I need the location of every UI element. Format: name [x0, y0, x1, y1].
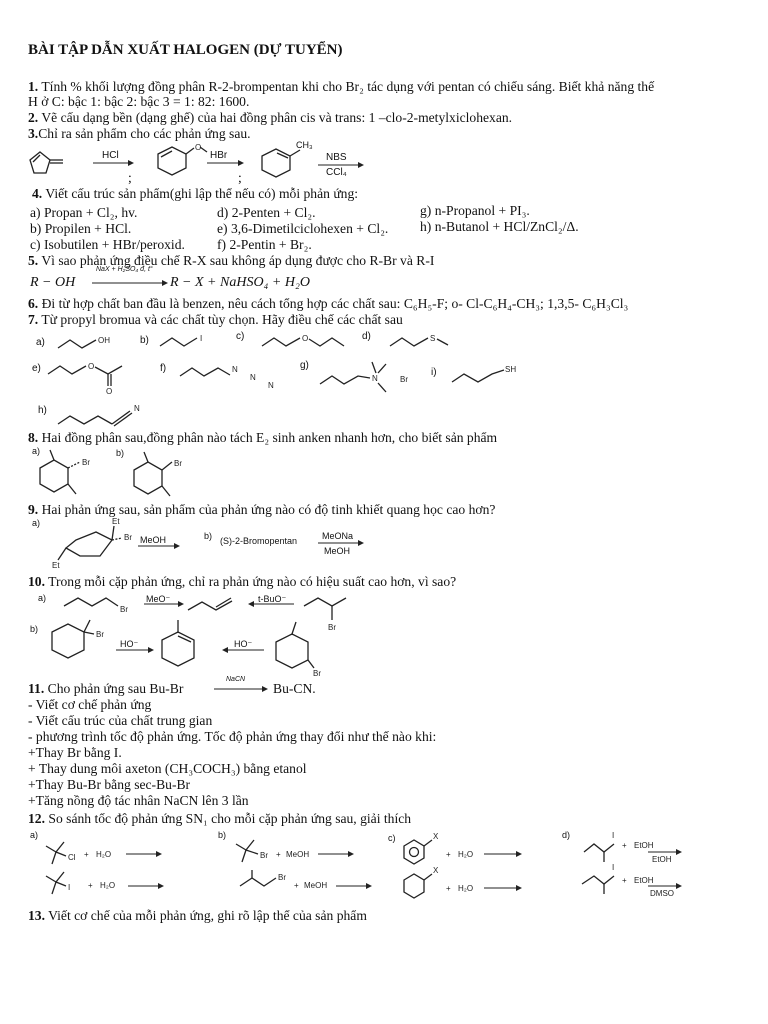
iodine-atom: I [612, 863, 615, 872]
item-label: i) [431, 367, 437, 378]
question-1-line2: H ở C: bậc 1: bậc 2: bậc 3 = 1: 82: 1600. [28, 94, 250, 109]
list-item: b) Propilen + HCl. [30, 221, 132, 236]
list-item: +Thay Bu-Br bằng sec-Bu-Br [28, 777, 191, 792]
question-13 [28, 908, 367, 924]
question-number: 2. [28, 110, 39, 125]
iodine-atom: I [68, 883, 71, 892]
oxygen-atom: O [195, 143, 202, 152]
bromine-atom: Br [260, 851, 268, 860]
leaving-group-x: X [433, 832, 439, 841]
separator: ; [238, 170, 242, 185]
item-label: f) [160, 363, 167, 374]
methanol-label: MeOH [286, 850, 310, 859]
question-number: 3. [28, 126, 39, 141]
ammonium-nitrogen: N [372, 374, 378, 383]
item-label: e) [32, 363, 41, 374]
item-label: b) [218, 830, 227, 840]
question-number: 6. [28, 296, 39, 311]
question-text: Chỉ ra sản phẩm cho các phản ứng sau. [38, 126, 251, 141]
cyclohexane-ring [404, 874, 424, 898]
question-number: 7. [28, 312, 39, 327]
equation-condition: NaCN [226, 676, 246, 683]
reagent-label: NBS [326, 152, 347, 163]
list-item: d) 2-Penten + Cl₂. [217, 205, 316, 220]
question-text: Viết cấu trúc sản phẩm(ghi lập thể nếu có) mỗi phản ứng: [45, 186, 359, 201]
nitrogen-atom: N [250, 373, 256, 382]
list-item: + Thay dung môi axeton (CH₃COCH₃) bằng etanol [28, 761, 307, 776]
svg-text:+: + [276, 850, 281, 859]
item-label: c) [236, 331, 245, 342]
equation-lhs: Cho phản ứng sau Bu-Br [47, 681, 184, 696]
list-item: +Thay Br bằng I. [28, 745, 122, 760]
svg-text:+: + [84, 850, 89, 859]
item-label: h) [38, 405, 47, 416]
water-label: H₂O [100, 881, 116, 890]
item-label: b) [204, 531, 213, 541]
leaving-group-x: X [433, 866, 439, 875]
bromine-atom: Br [328, 623, 336, 632]
item-label: a) [32, 518, 41, 528]
sulfur-atom: S [430, 334, 436, 343]
item-label: c) [388, 833, 396, 843]
substrate-label: (S)-2-Bromopentan [220, 536, 298, 546]
item-label: a) [32, 446, 41, 456]
reagent-label: MeONa [322, 531, 354, 541]
reagent-label: t-BuO⁻ [258, 594, 287, 604]
bromine-atom: Br [174, 459, 182, 468]
methyl-label: CH₃ [296, 140, 313, 150]
solvent-label: EtOH [652, 855, 672, 864]
question-text: Từ propyl bromua và các chất tùy chọn. Hãy điều chế các chất sau [41, 312, 403, 327]
question-number: 10. [28, 574, 45, 589]
reagent-label: HO⁻ [120, 639, 139, 649]
nitrile-nitrogen: N [134, 404, 140, 413]
reagent-label: HBr [210, 150, 228, 161]
question-number: 12. [28, 811, 45, 826]
chlorine-atom: Cl [68, 853, 76, 862]
svg-text:+: + [622, 876, 627, 885]
question-number: 11. [28, 681, 45, 696]
item-label: a) [30, 830, 39, 840]
bromine-atom: Br [96, 630, 104, 639]
ethanol-label: EtOH [634, 841, 654, 850]
question-text: Đi từ hợp chất ban đầu là benzen, nêu cách tổng hợp các chất sau: C₆H₅-F; o- Cl-C₆H₄-CH₃; 1,3,5- C₆H₃Cl₃ [41, 296, 629, 311]
question-text: Hai đồng phân sau,đồng phân nào tách E₂ sinh anken nhanh hơn, cho biết sản phẩm [41, 430, 498, 445]
water-label: H₂O [458, 850, 474, 859]
item-label: b) [116, 448, 125, 458]
question-number: 8. [28, 430, 39, 445]
item-label: b) [140, 335, 149, 346]
equation-rhs: Bu-CN. [273, 681, 316, 696]
bromine-atom: Br [124, 533, 132, 542]
bromine-atom: Br [82, 458, 90, 467]
reagent-label: MeOH [324, 546, 351, 556]
page-title: BÀI TẬP DẪN XUẤT HALOGEN (DỰ TUYỂN) [28, 42, 343, 58]
water-label: H₂O [458, 884, 474, 893]
list-item: g) n-Propanol + PI₃. [420, 203, 530, 218]
equation-condition: NaX + H₂SO₄ đ, t° [96, 266, 153, 273]
equation-rhs: R − X + NaHSO₄ + H₂O [170, 275, 310, 290]
equation-lhs: R − OH [30, 275, 76, 290]
item-label: a) [36, 337, 45, 348]
svg-text:+: + [622, 841, 627, 850]
list-item: e) 3,6-Dimetilciclohexen + Cl₂. [217, 221, 389, 236]
question-text: Viết cơ chế của mỗi phản ứng, ghi rõ lập thể của sản phẩm [48, 908, 367, 923]
bromine-atom: Br [313, 669, 321, 678]
question-number: 1. [28, 79, 39, 94]
hydroxyl-group: OH [98, 336, 110, 345]
item-label: g) [300, 360, 309, 371]
nitrogen-atom: N [268, 381, 274, 390]
svg-text:+: + [294, 881, 299, 890]
item-label: a) [38, 593, 47, 603]
ethyl-label: Et [52, 561, 60, 570]
list-item: - Viết cơ chế phản ứng [28, 697, 152, 712]
reagent-label: MeOH [140, 535, 167, 545]
ester-oxygen: O [88, 362, 95, 371]
list-item: +Tăng nồng độ tác nhân NaCN lên 3 lần [28, 793, 249, 808]
question-number: 13. [28, 908, 45, 923]
question-number: 5. [28, 253, 39, 268]
methanol-label: MeOH [304, 881, 328, 890]
svg-text:+: + [446, 884, 451, 893]
list-item: f) 2-Pentin + Br₂. [217, 237, 312, 252]
iodine-atom: I [612, 831, 615, 840]
separator: ; [128, 170, 132, 185]
list-item: h) n-Butanol + HCl/ZnCl₂/Δ. [420, 219, 579, 234]
thiol-group: SH [505, 365, 517, 374]
list-item: - Viết cấu trúc của chất trung gian [28, 713, 213, 728]
list-item: - phương trình tốc độ phản ứng. Tốc độ phản ứng thay đổi như thế nào khi: [28, 729, 437, 744]
question-text: Vì sao phản ứng điều chế R-X sau không áp dụng được cho R-Br và R-I [41, 253, 435, 268]
nitrogen-atom: N [232, 365, 238, 374]
list-item: a) Propan + Cl₂, hv. [30, 205, 138, 220]
benzene-ring [404, 840, 424, 864]
question-text: Trong mỗi cặp phản ứng, chỉ ra phản ứng nào có hiệu suất cao hơn, vì sao? [48, 574, 457, 589]
solvent-label: DMSO [650, 889, 674, 898]
reagent-label: MeO⁻ [146, 594, 171, 604]
reagent-label: HO⁻ [234, 639, 253, 649]
item-label: d) [562, 830, 571, 840]
reagent-label: HCl [102, 150, 119, 161]
carbonyl-oxygen: O [106, 387, 113, 396]
water-label: H₂O [96, 850, 112, 859]
item-label: b) [30, 624, 39, 634]
reagent-label: CCl₄ [326, 167, 347, 178]
question-number: 9. [28, 502, 39, 517]
svg-text:+: + [446, 850, 451, 859]
question-text: Tính % khối lượng đồng phân R-2-brompentan khi cho Br₂ tác dụng với pentan có chiếu sáng. Biết khả năng thế [41, 79, 655, 94]
question-text: So sánh tốc độ phản ứng SN₁ cho mỗi cặp phản ứng sau, giải thích [48, 811, 412, 826]
ethanol-label: EtOH [634, 876, 654, 885]
list-item: c) Isobutilen + HBr/peroxid. [30, 237, 185, 252]
bromide-ion: Br [400, 375, 408, 384]
svg-text:+: + [88, 881, 93, 890]
ethyl-label: Et [112, 517, 120, 526]
bromine-atom: Br [278, 873, 286, 882]
bromine-atom: Br [120, 605, 128, 614]
oxygen-atom: O [302, 334, 309, 343]
question-text: Vẽ cấu dạng bền (dạng ghế) của hai đồng phân cis và trans: 1 –clo-2-metylxiclohexan. [41, 110, 513, 125]
item-label: d) [362, 331, 371, 342]
question-number: 4. [32, 186, 43, 201]
iodine-atom: I [200, 334, 203, 343]
question-text: Hai phản ứng sau, sản phẩm của phản ứng nào có độ tinh khiết quang học cao hơn? [41, 502, 496, 517]
